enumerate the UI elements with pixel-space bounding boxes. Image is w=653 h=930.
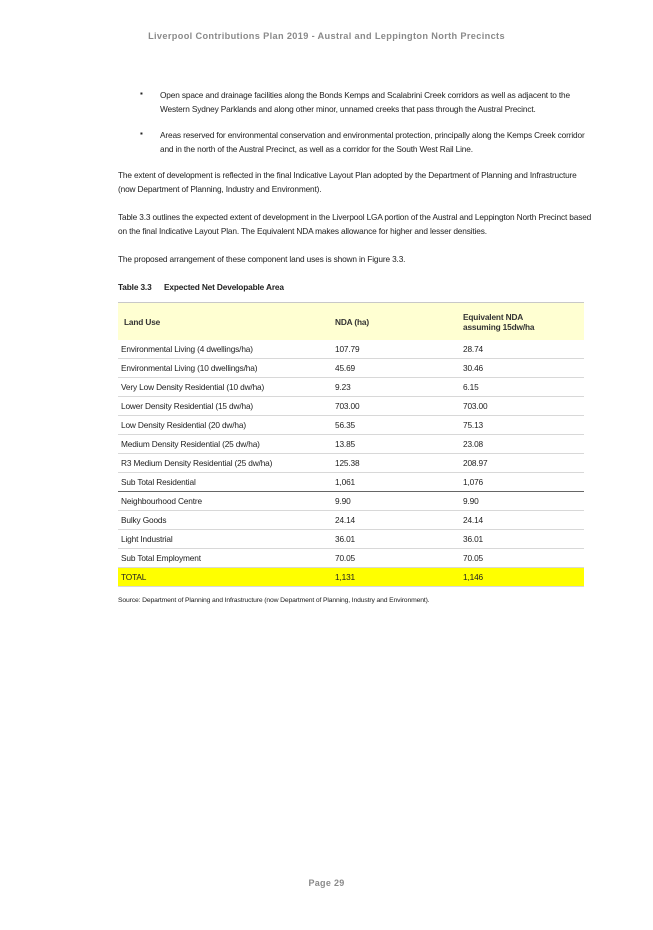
table-cell: 23.08 [460,435,584,454]
table-total-row [118,568,584,587]
bullet-icon: ▪ [140,89,143,98]
table-row [118,397,584,416]
table-body [118,340,584,587]
table-row [118,435,584,454]
total-cell: TOTAL [118,568,332,587]
table-cell: Bulky Goods [118,511,332,530]
table-cell: Sub Total Residential [118,473,332,492]
table-cell: 208.97 [460,454,584,473]
total-cell: 1,131 [332,568,460,587]
bullet-item [118,88,594,116]
table-cell: Lower Density Residential (15 dw/ha) [118,397,332,416]
table-cell: 9.90 [460,492,584,511]
table-cell: 70.05 [332,549,460,568]
nda-table [118,302,584,587]
table-cell: 125.38 [332,454,460,473]
table-row [118,416,584,435]
table-header-row [118,303,584,341]
bullet-text: Open space and drainage facilities along the Bonds Kemps and Scalabrini Creek corridors as well as adjacent to the Western Sydney Parklands and along other minor, unnamed creeks that pass through the Austral Precinct. [160,90,570,114]
table-cell: Medium Density Residential (25 dw/ha) [118,435,332,454]
bullet-list [118,88,594,156]
table-row [118,454,584,473]
table-row [118,492,584,511]
table-cell: 1,061 [332,473,460,492]
table-cell: 9.90 [332,492,460,511]
paragraph: The proposed arrangement of these component land uses is shown in Figure 3.3. [118,254,406,264]
table-caption [118,280,594,294]
paragraph: Table 3.3 outlines the expected extent of development in the Liverpool LGA portion of the Austral and Leppington North Precinct based on the final Indicative Layout Plan. The Equivalent NDA makes allowance for higher and lesser densities. [118,212,592,236]
table-row [118,359,584,378]
table-row [118,473,584,492]
bullet-text: Areas reserved for environmental conservation and environmental protection, principally along the Kemps Creek corridor and in the north of the Austral Precinct, as well as a corridor for the South West Rail Line. [160,130,585,154]
table-cell: Low Density Residential (20 dw/ha) [118,416,332,435]
table-cell: 36.01 [332,530,460,549]
table-cell: Neighbourhood Centre [118,492,332,511]
total-cell: 1,146 [460,568,584,587]
table-cell: 56.35 [332,416,460,435]
table-cell: 24.14 [460,511,584,530]
table-cell: 70.05 [460,549,584,568]
bullet-item [118,128,594,156]
table-cell: Sub Total Employment [118,549,332,568]
table-row [118,530,584,549]
table-cell: 13.85 [332,435,460,454]
table-cell: R3 Medium Density Residential (25 dw/ha) [118,454,332,473]
table-cell: 703.00 [460,397,584,416]
table-cell: 30.46 [460,359,584,378]
table-cell: Light Industrial [118,530,332,549]
table-row [118,340,584,359]
table-row [118,549,584,568]
table-cell: 45.69 [332,359,460,378]
table-cell: 1,076 [460,473,584,492]
paragraph: The extent of development is reflected in the final Indicative Layout Plan adopted by the Department of Planning and Infrastructure (now Department of Planning, Industry and Environment). [118,170,577,194]
table-row [118,511,584,530]
page-number: Page 29 [308,878,345,888]
table-title: Expected Net Developable Area [164,282,284,292]
table-row [118,378,584,397]
table-cell: 703.00 [332,397,460,416]
table-cell: 9.23 [332,378,460,397]
table-cell: Very Low Density Residential (10 dw/ha) [118,378,332,397]
table-cell: 107.79 [332,340,460,359]
page-header: Liverpool Contributions Plan 2019 - Austral and Leppington North Precincts [148,31,505,41]
table-cell: 24.14 [332,511,460,530]
table-number: Table 3.3 [118,282,152,292]
table-cell: 28.74 [460,340,584,359]
column-header: Equivalent NDA assuming 15dw/ha [460,303,584,341]
column-header: Land Use [118,303,332,341]
table-source: Source: Department of Planning and Infrastructure (now Department of Planning, Industry and Environment). [118,597,430,604]
table-cell: 6.15 [460,378,584,397]
table-cell: Environmental Living (10 dwellings/ha) [118,359,332,378]
table-cell: 75.13 [460,416,584,435]
bullet-icon: ▪ [140,129,143,138]
column-header: NDA (ha) [332,303,460,341]
page-content [118,88,594,608]
table-cell: 36.01 [460,530,584,549]
table-cell: Environmental Living (4 dwellings/ha) [118,340,332,359]
